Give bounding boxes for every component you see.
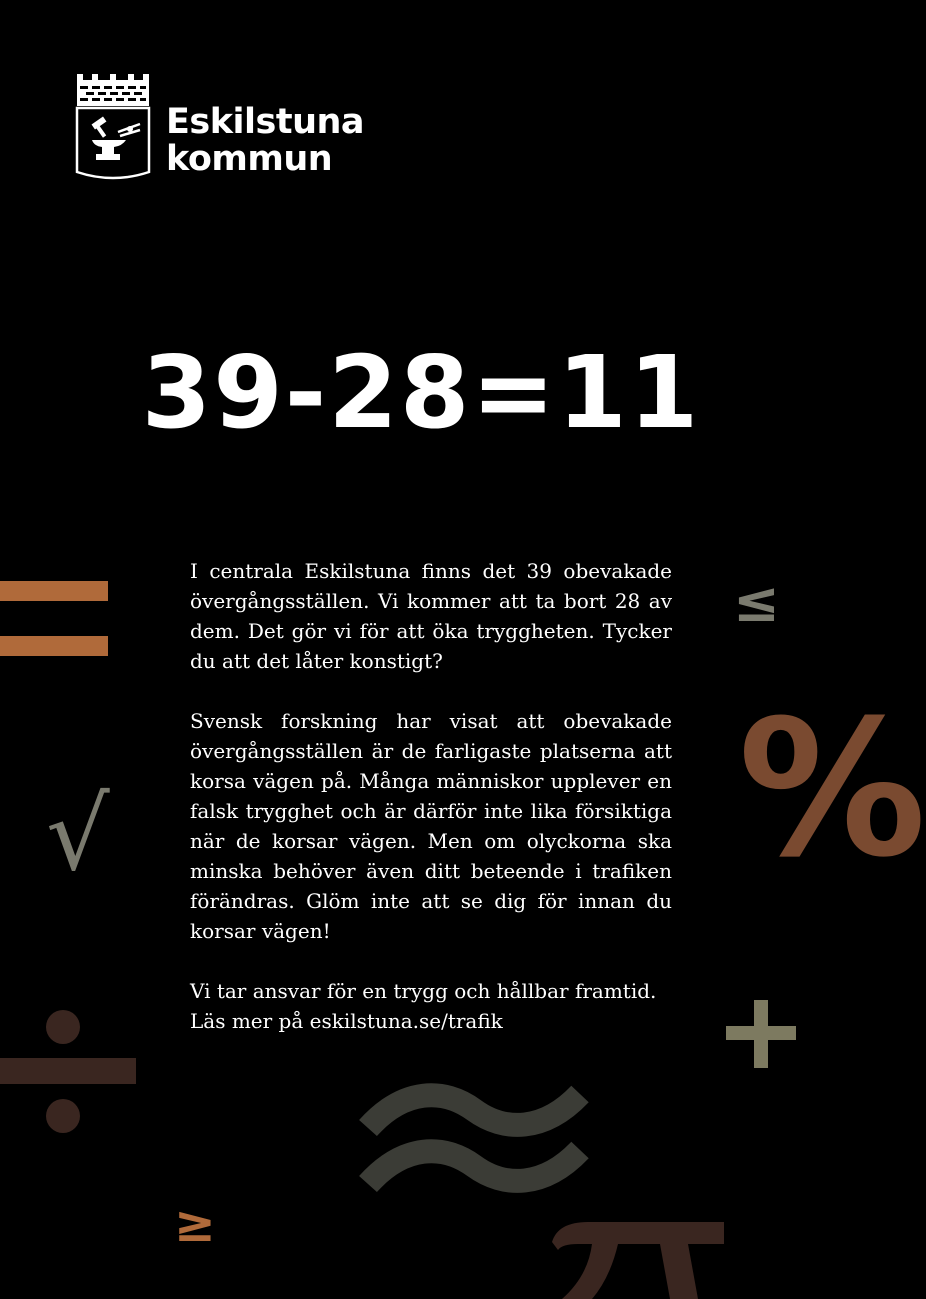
eskilstuna-coat-of-arms-icon [74,72,154,190]
square-root-icon: √ [46,776,110,893]
greater-or-equal-icon: ≥ [174,1195,216,1253]
closing-line-2: Läs mer på eskilstuna.se/trafik [190,1009,503,1033]
headline-equation: 39-28=11 [141,334,701,451]
body-text [190,556,672,1066]
plus-bar-vertical [754,1000,768,1068]
pi-icon [548,1218,728,1299]
division-bar [0,1058,136,1084]
closing-line-1: Vi tar ansvar för en trygg och hållbar framtid. [190,979,657,1003]
division-dot-bottom [46,1099,80,1133]
approx-equal-icon [364,1078,584,1198]
equals-icon-bottom [0,636,108,656]
logo [74,72,365,190]
paragraph-research: Svensk forskning har visat att obevakade övergångsställen är de farligaste platserna att korsa vägen på. Många människor upplever en falsk trygghet och är därför inte lika försiktiga när de korsar vägen. Men om olyckorna ska minska behöver även ditt beteende i trafiken förändras. Glöm inte att se dig för innan du korsar vägen! [190,709,672,943]
less-or-equal-icon: ≤ [733,570,780,635]
equals-icon-top [0,581,108,601]
division-icon [0,1006,136,1136]
closing-paragraph [190,976,672,1036]
division-dot-top [46,1010,80,1044]
logo-subname: kommun [166,139,333,179]
logo-name: Eskilstuna [166,102,365,142]
percent-icon: % [738,680,926,899]
paragraph-intro: I centrala Eskilstuna finns det 39 obevakade övergångsställen. Vi kommer att ta bort 28 av dem. Det gör vi för att öka tryggheten. Tycker du att det låter konstigt? [190,559,672,673]
plus-icon [726,1000,796,1068]
